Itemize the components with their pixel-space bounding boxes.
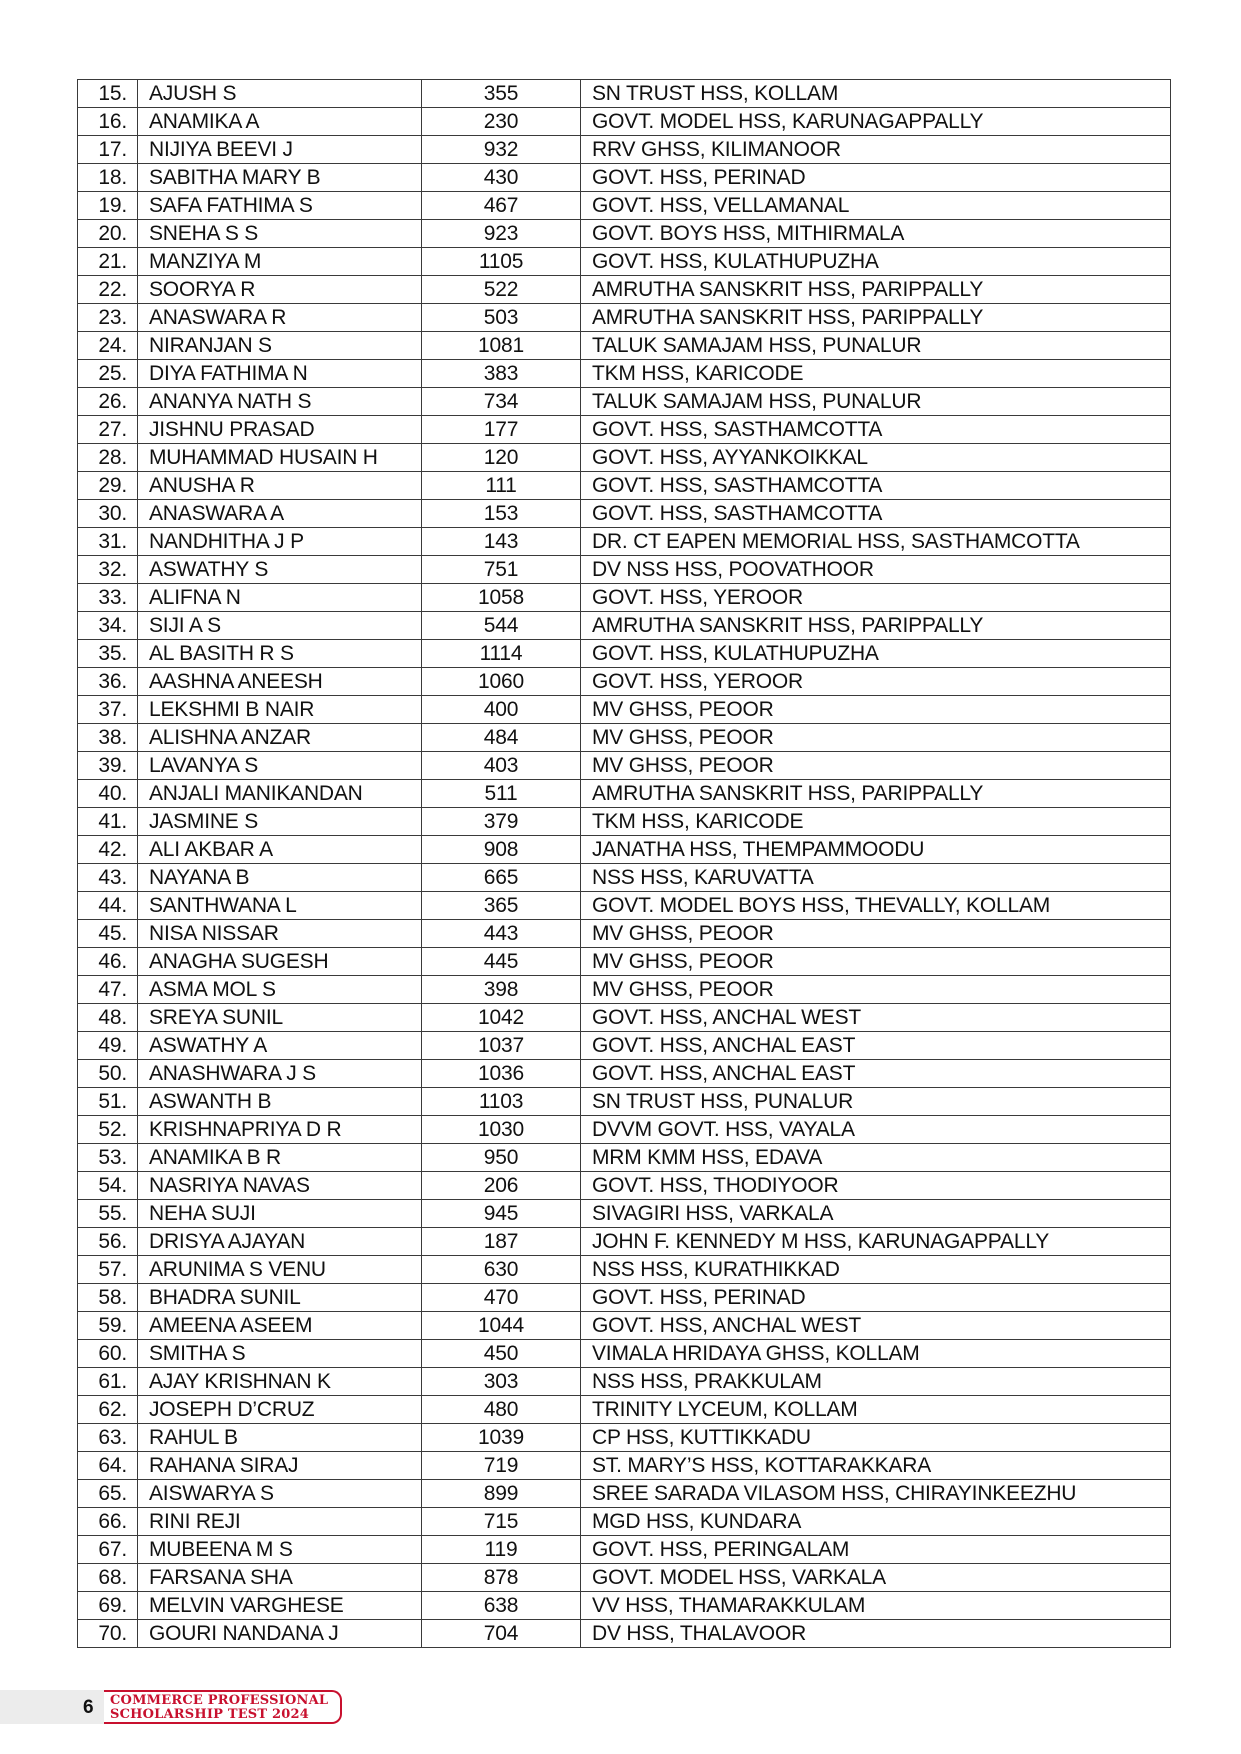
school-name-cell: NSS HSS, KURATHIKKAD — [581, 1256, 1171, 1284]
serial-number-cell: 68. — [78, 1564, 138, 1592]
roll-number-cell: 1037 — [422, 1032, 581, 1060]
table-row — [78, 1340, 1171, 1368]
table-row — [78, 220, 1171, 248]
roll-number-cell: 400 — [422, 696, 581, 724]
school-name-cell: GOVT. HSS, ANCHAL EAST — [581, 1060, 1171, 1088]
serial-number-cell: 62. — [78, 1396, 138, 1424]
roll-number-cell: 484 — [422, 724, 581, 752]
table-row — [78, 164, 1171, 192]
roll-number-cell: 206 — [422, 1172, 581, 1200]
serial-number-cell: 42. — [78, 836, 138, 864]
table-row — [78, 1256, 1171, 1284]
student-name-cell: NASRIYA NAVAS — [138, 1172, 422, 1200]
table-row — [78, 108, 1171, 136]
school-name-cell: JOHN F. KENNEDY M HSS, KARUNAGAPPALLY — [581, 1228, 1171, 1256]
student-name-cell: NIRANJAN S — [138, 332, 422, 360]
table-row — [78, 416, 1171, 444]
student-name-cell: MUHAMMAD HUSAIN H — [138, 444, 422, 472]
roll-number-cell: 665 — [422, 864, 581, 892]
student-name-cell: NISA NISSAR — [138, 920, 422, 948]
table-row — [78, 80, 1171, 108]
table-row — [78, 584, 1171, 612]
table-row — [78, 1144, 1171, 1172]
roll-number-cell: 503 — [422, 304, 581, 332]
serial-number-cell: 27. — [78, 416, 138, 444]
school-name-cell: TKM HSS, KARICODE — [581, 360, 1171, 388]
roll-number-cell: 177 — [422, 416, 581, 444]
serial-number-cell: 24. — [78, 332, 138, 360]
student-name-cell: ASWANTH B — [138, 1088, 422, 1116]
serial-number-cell: 58. — [78, 1284, 138, 1312]
serial-number-cell: 17. — [78, 136, 138, 164]
student-name-cell: ANAGHA SUGESH — [138, 948, 422, 976]
table-row — [78, 1004, 1171, 1032]
table-row — [78, 1032, 1171, 1060]
school-name-cell: GOVT. HSS, THODIYOOR — [581, 1172, 1171, 1200]
table-row — [78, 920, 1171, 948]
roll-number-cell: 908 — [422, 836, 581, 864]
roll-number-cell: 734 — [422, 388, 581, 416]
serial-number-cell: 36. — [78, 668, 138, 696]
table-row — [78, 1620, 1171, 1648]
school-name-cell: MV GHSS, PEOOR — [581, 920, 1171, 948]
table-row — [78, 192, 1171, 220]
table-row — [78, 248, 1171, 276]
school-name-cell: MGD HSS, KUNDARA — [581, 1508, 1171, 1536]
serial-number-cell: 44. — [78, 892, 138, 920]
roll-number-cell: 704 — [422, 1620, 581, 1648]
school-name-cell: SREE SARADA VILASOM HSS, CHIRAYINKEEZHU — [581, 1480, 1171, 1508]
student-name-cell: AL BASITH R S — [138, 640, 422, 668]
school-name-cell: ST. MARY’S HSS, KOTTARAKKARA — [581, 1452, 1171, 1480]
student-name-cell: RINI REJI — [138, 1508, 422, 1536]
roll-number-cell: 355 — [422, 80, 581, 108]
student-name-cell: AISWARYA S — [138, 1480, 422, 1508]
table-row — [78, 668, 1171, 696]
roll-number-cell: 470 — [422, 1284, 581, 1312]
school-name-cell: TALUK SAMAJAM HSS, PUNALUR — [581, 388, 1171, 416]
serial-number-cell: 25. — [78, 360, 138, 388]
school-name-cell: DV NSS HSS, POOVATHOOR — [581, 556, 1171, 584]
roll-number-cell: 1042 — [422, 1004, 581, 1032]
school-name-cell: JANATHA HSS, THEMPAMMOODU — [581, 836, 1171, 864]
roll-number-cell: 1081 — [422, 332, 581, 360]
roll-number-cell: 715 — [422, 1508, 581, 1536]
school-name-cell: GOVT. HSS, SASTHAMCOTTA — [581, 416, 1171, 444]
student-name-cell: KRISHNAPRIYA D R — [138, 1116, 422, 1144]
roll-number-cell: 443 — [422, 920, 581, 948]
serial-number-cell: 60. — [78, 1340, 138, 1368]
student-name-cell: NEHA SUJI — [138, 1200, 422, 1228]
school-name-cell: GOVT. HSS, PERINAD — [581, 164, 1171, 192]
student-name-cell: ALISHNA ANZAR — [138, 724, 422, 752]
school-name-cell: GOVT. HSS, PERINGALAM — [581, 1536, 1171, 1564]
serial-number-cell: 51. — [78, 1088, 138, 1116]
table-row — [78, 332, 1171, 360]
roll-number-cell: 1030 — [422, 1116, 581, 1144]
roll-number-cell: 630 — [422, 1256, 581, 1284]
student-name-cell: ANASWARA A — [138, 500, 422, 528]
serial-number-cell: 55. — [78, 1200, 138, 1228]
serial-number-cell: 19. — [78, 192, 138, 220]
table-row — [78, 556, 1171, 584]
student-name-cell: SANTHWANA L — [138, 892, 422, 920]
serial-number-cell: 21. — [78, 248, 138, 276]
school-name-cell: VV HSS, THAMARAKKULAM — [581, 1592, 1171, 1620]
student-name-cell: ANAMIKA A — [138, 108, 422, 136]
student-name-cell: ANUSHA R — [138, 472, 422, 500]
serial-number-cell: 56. — [78, 1228, 138, 1256]
roll-number-cell: 932 — [422, 136, 581, 164]
student-name-cell: RAHANA SIRAJ — [138, 1452, 422, 1480]
student-name-cell: ANJALI MANIKANDAN — [138, 780, 422, 808]
roll-number-cell: 445 — [422, 948, 581, 976]
serial-number-cell: 67. — [78, 1536, 138, 1564]
serial-number-cell: 16. — [78, 108, 138, 136]
event-badge-line2: SCHOLARSHIP TEST 2024 — [110, 1707, 309, 1722]
serial-number-cell: 22. — [78, 276, 138, 304]
student-name-cell: ALI AKBAR A — [138, 836, 422, 864]
serial-number-cell: 37. — [78, 696, 138, 724]
roll-number-cell: 544 — [422, 612, 581, 640]
student-name-cell: SNEHA S S — [138, 220, 422, 248]
table-row — [78, 136, 1171, 164]
table-row — [78, 1536, 1171, 1564]
student-name-cell: JISHNU PRASAD — [138, 416, 422, 444]
school-name-cell: GOVT. HSS, KULATHUPUZHA — [581, 248, 1171, 276]
serial-number-cell: 65. — [78, 1480, 138, 1508]
student-name-cell: BHADRA SUNIL — [138, 1284, 422, 1312]
serial-number-cell: 18. — [78, 164, 138, 192]
school-name-cell: DR. CT EAPEN MEMORIAL HSS, SASTHAMCOTTA — [581, 528, 1171, 556]
serial-number-cell: 64. — [78, 1452, 138, 1480]
school-name-cell: GOVT. HSS, ANCHAL WEST — [581, 1312, 1171, 1340]
table-row — [78, 1424, 1171, 1452]
roll-number-cell: 467 — [422, 192, 581, 220]
table-row — [78, 1284, 1171, 1312]
student-name-cell: RAHUL B — [138, 1424, 422, 1452]
student-name-cell: AMEENA ASEEM — [138, 1312, 422, 1340]
school-name-cell: GOVT. BOYS HSS, MITHIRMALA — [581, 220, 1171, 248]
student-name-cell: MUBEENA M S — [138, 1536, 422, 1564]
table-row — [78, 1060, 1171, 1088]
serial-number-cell: 30. — [78, 500, 138, 528]
school-name-cell: VIMALA HRIDAYA GHSS, KOLLAM — [581, 1340, 1171, 1368]
serial-number-cell: 15. — [78, 80, 138, 108]
table-row — [78, 1228, 1171, 1256]
student-name-cell: NANDHITHA J P — [138, 528, 422, 556]
roll-number-cell: 120 — [422, 444, 581, 472]
table-row — [78, 864, 1171, 892]
serial-number-cell: 70. — [78, 1620, 138, 1648]
table-row — [78, 528, 1171, 556]
school-name-cell: MV GHSS, PEOOR — [581, 752, 1171, 780]
roll-number-cell: 638 — [422, 1592, 581, 1620]
student-name-cell: SREYA SUNIL — [138, 1004, 422, 1032]
school-name-cell: GOVT. HSS, VELLAMANAL — [581, 192, 1171, 220]
roll-number-cell: 1036 — [422, 1060, 581, 1088]
student-name-cell: AJAY KRISHNAN K — [138, 1368, 422, 1396]
student-name-cell: DIYA FATHIMA N — [138, 360, 422, 388]
serial-number-cell: 29. — [78, 472, 138, 500]
table-row — [78, 1396, 1171, 1424]
table-row — [78, 612, 1171, 640]
page-footer — [0, 1690, 345, 1724]
student-name-cell: SABITHA MARY B — [138, 164, 422, 192]
student-name-cell: SOORYA R — [138, 276, 422, 304]
table-row — [78, 1116, 1171, 1144]
student-name-cell: ANANYA NATH S — [138, 388, 422, 416]
results-body — [78, 80, 1171, 1648]
serial-number-cell: 28. — [78, 444, 138, 472]
serial-number-cell: 54. — [78, 1172, 138, 1200]
student-name-cell: JASMINE S — [138, 808, 422, 836]
serial-number-cell: 33. — [78, 584, 138, 612]
school-name-cell: NSS HSS, PRAKKULAM — [581, 1368, 1171, 1396]
roll-number-cell: 511 — [422, 780, 581, 808]
school-name-cell: SIVAGIRI HSS, VARKALA — [581, 1200, 1171, 1228]
serial-number-cell: 50. — [78, 1060, 138, 1088]
table-row — [78, 892, 1171, 920]
roll-number-cell: 450 — [422, 1340, 581, 1368]
table-row — [78, 808, 1171, 836]
serial-number-cell: 47. — [78, 976, 138, 1004]
school-name-cell: NSS HSS, KARUVATTA — [581, 864, 1171, 892]
school-name-cell: AMRUTHA SANSKRIT HSS, PARIPPALLY — [581, 276, 1171, 304]
school-name-cell: GOVT. HSS, ANCHAL EAST — [581, 1032, 1171, 1060]
roll-number-cell: 119 — [422, 1536, 581, 1564]
roll-number-cell: 153 — [422, 500, 581, 528]
roll-number-cell: 950 — [422, 1144, 581, 1172]
serial-number-cell: 32. — [78, 556, 138, 584]
school-name-cell: GOVT. HSS, YEROOR — [581, 668, 1171, 696]
roll-number-cell: 719 — [422, 1452, 581, 1480]
school-name-cell: GOVT. HSS, KULATHUPUZHA — [581, 640, 1171, 668]
roll-number-cell: 403 — [422, 752, 581, 780]
table-row — [78, 752, 1171, 780]
school-name-cell: GOVT. MODEL HSS, KARUNAGAPPALLY — [581, 108, 1171, 136]
table-row — [78, 388, 1171, 416]
roll-number-cell: 899 — [422, 1480, 581, 1508]
roll-number-cell: 398 — [422, 976, 581, 1004]
table-row — [78, 304, 1171, 332]
table-row — [78, 1200, 1171, 1228]
serial-number-cell: 43. — [78, 864, 138, 892]
student-name-cell: DRISYA AJAYAN — [138, 1228, 422, 1256]
roll-number-cell: 751 — [422, 556, 581, 584]
serial-number-cell: 41. — [78, 808, 138, 836]
school-name-cell: SN TRUST HSS, PUNALUR — [581, 1088, 1171, 1116]
roll-number-cell: 111 — [422, 472, 581, 500]
serial-number-cell: 57. — [78, 1256, 138, 1284]
roll-number-cell: 230 — [422, 108, 581, 136]
serial-number-cell: 35. — [78, 640, 138, 668]
student-name-cell: SIJI A S — [138, 612, 422, 640]
roll-number-cell: 945 — [422, 1200, 581, 1228]
roll-number-cell: 1105 — [422, 248, 581, 276]
school-name-cell: AMRUTHA SANSKRIT HSS, PARIPPALLY — [581, 612, 1171, 640]
student-name-cell: MANZIYA M — [138, 248, 422, 276]
roll-number-cell: 383 — [422, 360, 581, 388]
table-row — [78, 444, 1171, 472]
roll-number-cell: 1058 — [422, 584, 581, 612]
serial-number-cell: 20. — [78, 220, 138, 248]
student-name-cell: MELVIN VARGHESE — [138, 1592, 422, 1620]
student-name-cell: AJUSH S — [138, 80, 422, 108]
serial-number-cell: 52. — [78, 1116, 138, 1144]
roll-number-cell: 923 — [422, 220, 581, 248]
roll-number-cell: 1114 — [422, 640, 581, 668]
table-row — [78, 948, 1171, 976]
student-name-cell: GOURI NANDANA J — [138, 1620, 422, 1648]
student-name-cell: ASWATHY S — [138, 556, 422, 584]
table-row — [78, 724, 1171, 752]
school-name-cell: DVVM GOVT. HSS, VAYALA — [581, 1116, 1171, 1144]
school-name-cell: MV GHSS, PEOOR — [581, 948, 1171, 976]
school-name-cell: MV GHSS, PEOOR — [581, 696, 1171, 724]
roll-number-cell: 365 — [422, 892, 581, 920]
serial-number-cell: 23. — [78, 304, 138, 332]
table-row — [78, 976, 1171, 1004]
school-name-cell: SN TRUST HSS, KOLLAM — [581, 80, 1171, 108]
student-name-cell: JOSEPH D’CRUZ — [138, 1396, 422, 1424]
school-name-cell: GOVT. HSS, SASTHAMCOTTA — [581, 472, 1171, 500]
table-row — [78, 1088, 1171, 1116]
student-name-cell: NIJIYA BEEVI J — [138, 136, 422, 164]
student-name-cell: FARSANA SHA — [138, 1564, 422, 1592]
roll-number-cell: 1103 — [422, 1088, 581, 1116]
roll-number-cell: 878 — [422, 1564, 581, 1592]
school-name-cell: CP HSS, KUTTIKKADU — [581, 1424, 1171, 1452]
student-name-cell: LEKSHMI B NAIR — [138, 696, 422, 724]
roll-number-cell: 1044 — [422, 1312, 581, 1340]
student-name-cell: SAFA FATHIMA S — [138, 192, 422, 220]
student-name-cell: ANASHWARA J S — [138, 1060, 422, 1088]
school-name-cell: DV HSS, THALAVOOR — [581, 1620, 1171, 1648]
table-row — [78, 1564, 1171, 1592]
student-name-cell: ANASWARA R — [138, 304, 422, 332]
table-row — [78, 1312, 1171, 1340]
serial-number-cell: 39. — [78, 752, 138, 780]
school-name-cell: GOVT. HSS, SASTHAMCOTTA — [581, 500, 1171, 528]
school-name-cell: GOVT. MODEL HSS, VARKALA — [581, 1564, 1171, 1592]
school-name-cell: GOVT. HSS, PERINAD — [581, 1284, 1171, 1312]
roll-number-cell: 303 — [422, 1368, 581, 1396]
student-name-cell: SMITHA S — [138, 1340, 422, 1368]
school-name-cell: MV GHSS, PEOOR — [581, 976, 1171, 1004]
serial-number-cell: 49. — [78, 1032, 138, 1060]
roll-number-cell: 187 — [422, 1228, 581, 1256]
student-name-cell: AASHNA ANEESH — [138, 668, 422, 696]
serial-number-cell: 66. — [78, 1508, 138, 1536]
table-row — [78, 1172, 1171, 1200]
student-name-cell: NAYANA B — [138, 864, 422, 892]
event-badge-line1: COMMERCE PROFESSIONAL — [110, 1693, 329, 1708]
school-name-cell: GOVT. MODEL BOYS HSS, THEVALLY, KOLLAM — [581, 892, 1171, 920]
table-row — [78, 780, 1171, 808]
school-name-cell: AMRUTHA SANSKRIT HSS, PARIPPALLY — [581, 780, 1171, 808]
roll-number-cell: 522 — [422, 276, 581, 304]
table-row — [78, 360, 1171, 388]
serial-number-cell: 48. — [78, 1004, 138, 1032]
results-table — [77, 79, 1171, 1648]
roll-number-cell: 1060 — [422, 668, 581, 696]
school-name-cell: MV GHSS, PEOOR — [581, 724, 1171, 752]
table-row — [78, 1508, 1171, 1536]
serial-number-cell: 45. — [78, 920, 138, 948]
student-name-cell: ASWATHY A — [138, 1032, 422, 1060]
serial-number-cell: 38. — [78, 724, 138, 752]
table-row — [78, 640, 1171, 668]
roll-number-cell: 143 — [422, 528, 581, 556]
serial-number-cell: 61. — [78, 1368, 138, 1396]
table-row — [78, 500, 1171, 528]
school-name-cell: GOVT. HSS, ANCHAL WEST — [581, 1004, 1171, 1032]
table-row — [78, 836, 1171, 864]
roll-number-cell: 480 — [422, 1396, 581, 1424]
event-badge — [104, 1690, 342, 1724]
table-row — [78, 1452, 1171, 1480]
roll-number-cell: 1039 — [422, 1424, 581, 1452]
school-name-cell: GOVT. HSS, AYYANKOIKKAL — [581, 444, 1171, 472]
school-name-cell: TKM HSS, KARICODE — [581, 808, 1171, 836]
table-row — [78, 1480, 1171, 1508]
serial-number-cell: 40. — [78, 780, 138, 808]
school-name-cell: RRV GHSS, KILIMANOOR — [581, 136, 1171, 164]
table-row — [78, 1368, 1171, 1396]
table-row — [78, 696, 1171, 724]
serial-number-cell: 59. — [78, 1312, 138, 1340]
table-row — [78, 1592, 1171, 1620]
serial-number-cell: 46. — [78, 948, 138, 976]
student-name-cell: ARUNIMA S VENU — [138, 1256, 422, 1284]
roll-number-cell: 379 — [422, 808, 581, 836]
school-name-cell: TRINITY LYCEUM, KOLLAM — [581, 1396, 1171, 1424]
student-name-cell: ALIFNA N — [138, 584, 422, 612]
serial-number-cell: 31. — [78, 528, 138, 556]
school-name-cell: TALUK SAMAJAM HSS, PUNALUR — [581, 332, 1171, 360]
table-row — [78, 472, 1171, 500]
serial-number-cell: 53. — [78, 1144, 138, 1172]
page-number: 6 — [83, 1697, 94, 1718]
roll-number-cell: 430 — [422, 164, 581, 192]
student-name-cell: LAVANYA S — [138, 752, 422, 780]
school-name-cell: MRM KMM HSS, EDAVA — [581, 1144, 1171, 1172]
student-name-cell: ANAMIKA B R — [138, 1144, 422, 1172]
table-row — [78, 276, 1171, 304]
student-name-cell: ASMA MOL S — [138, 976, 422, 1004]
serial-number-cell: 69. — [78, 1592, 138, 1620]
serial-number-cell: 26. — [78, 388, 138, 416]
school-name-cell: GOVT. HSS, YEROOR — [581, 584, 1171, 612]
school-name-cell: AMRUTHA SANSKRIT HSS, PARIPPALLY — [581, 304, 1171, 332]
serial-number-cell: 34. — [78, 612, 138, 640]
serial-number-cell: 63. — [78, 1424, 138, 1452]
